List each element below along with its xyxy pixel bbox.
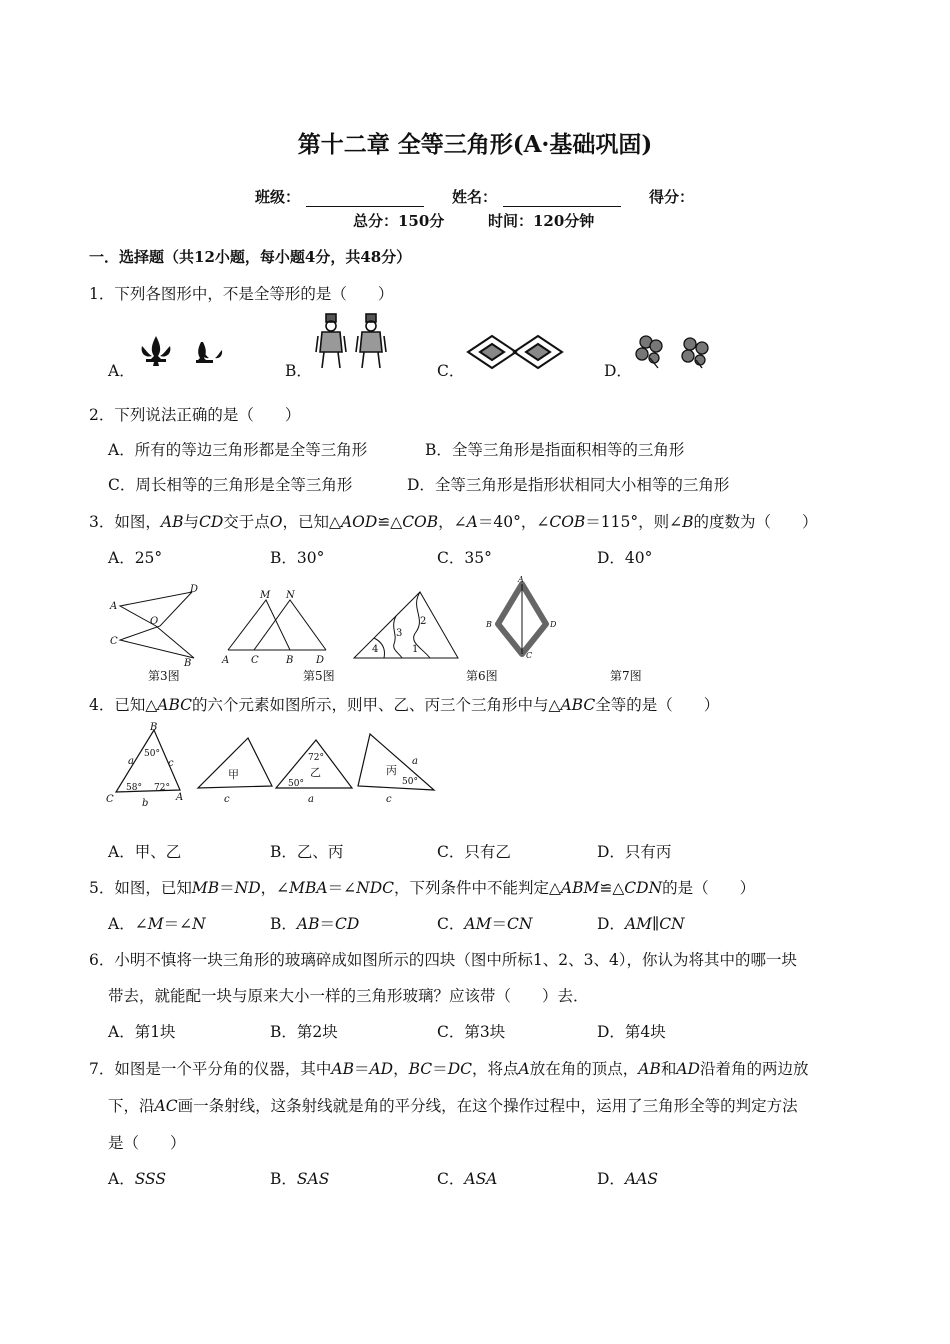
question-6-line1: 6．小明不慎将一块三角形的玻璃碎成如图所示的四块（图中所标1、2、3、4），你认为将其中的哪一块: [89, 951, 798, 969]
fig3-label-a: A: [110, 601, 118, 612]
page-title: 第十二章 全等三角形(A·基础巩固): [297, 131, 653, 158]
fig5-label-n: N: [286, 590, 295, 601]
q1-option-a[interactable]: A．: [108, 362, 135, 380]
svg-text:58°: 58°: [126, 783, 142, 793]
question-3-stem: 3．如图，AB与CD交于点O，已知△AOD≌△COB，∠A＝40°，∠COB＝115°，则∠B的度数为（ ）: [89, 513, 818, 531]
fig7-label-d: D: [550, 620, 557, 629]
q1-option-d[interactable]: D．: [604, 362, 632, 380]
fig3-label-b: B: [184, 658, 192, 669]
name-field[interactable]: [503, 190, 621, 207]
fig5-label-d: D: [316, 655, 325, 666]
svg-text:B: B: [150, 722, 158, 733]
triangle-yi: [272, 734, 356, 804]
q3-option-b[interactable]: B．30°: [270, 549, 325, 567]
fig7-label-b: B: [486, 620, 492, 629]
score-label: 得分：: [649, 188, 695, 206]
svg-text:72°: 72°: [308, 753, 324, 763]
q1-option-c[interactable]: C．: [437, 362, 465, 380]
triangle-jia: [192, 734, 276, 804]
q2-option-a[interactable]: A．所有的等边三角形都是全等三角形: [108, 441, 368, 459]
fig7-label-a: A: [518, 575, 524, 584]
q5-option-c[interactable]: C．AM＝CN: [437, 915, 533, 933]
fig3-label-c: C: [110, 636, 118, 647]
q3-option-c[interactable]: C．35°: [437, 549, 492, 567]
figure-5: [220, 588, 336, 666]
q4-option-b[interactable]: B．乙、丙: [270, 843, 344, 861]
q7-option-a[interactable]: A．SSS: [108, 1170, 167, 1188]
fig6-label-4: 4: [372, 644, 379, 655]
fig7-label-c: C: [526, 651, 533, 660]
q4-option-a[interactable]: A．甲、乙: [108, 843, 182, 861]
svg-text:50°: 50°: [144, 749, 160, 759]
svg-text:50°: 50°: [402, 777, 418, 787]
question-7-line3: 是（ ）: [108, 1134, 186, 1152]
question-5-stem: 5．如图，已知MB＝ND，∠MBA＝∠NDC，下列条件中不能判定△ABM≌△CDN的是（ ）: [89, 879, 756, 897]
question-4-stem: 4．已知△ABC的六个元素如图所示，则甲、乙、丙三个三角形中与△ABC全等的是（ ）: [89, 696, 720, 714]
caption-fig5: 第5图: [303, 669, 335, 683]
fig3-label-o: O: [150, 616, 159, 627]
diamond-figures: [466, 334, 566, 370]
q6-option-d[interactable]: D．第4块: [597, 1023, 666, 1041]
fig5-label-c: C: [251, 655, 259, 666]
svg-text:a: a: [128, 756, 134, 767]
q5-option-d[interactable]: D．AM∥CN: [597, 915, 685, 933]
svg-text:C: C: [106, 794, 114, 805]
question-2-stem: 2．下列说法正确的是（ ）: [89, 406, 301, 424]
q4-option-c[interactable]: C．只有乙: [437, 843, 511, 861]
svg-text:50°: 50°: [288, 779, 304, 789]
figure-6: [350, 588, 462, 662]
q7-option-b[interactable]: B．SAS: [270, 1170, 330, 1188]
q1-option-b[interactable]: B．: [285, 362, 312, 380]
q5-option-b[interactable]: B．AB＝CD: [270, 915, 360, 933]
q2-option-b[interactable]: B．全等三角形是指面积相等的三角形: [425, 441, 685, 459]
caption-fig7: 第7图: [610, 669, 642, 683]
exam-time: 时间：120分钟: [488, 212, 595, 230]
fig5-label-a: A: [222, 655, 230, 666]
leaf-figures: [632, 332, 724, 370]
q3-option-a[interactable]: A．25°: [108, 549, 163, 567]
fig6-label-1: 1: [412, 644, 419, 655]
q3-option-d[interactable]: D．40°: [597, 549, 653, 567]
fig6-label-3: 3: [396, 628, 403, 639]
section-heading: 一．选择题（共12小题，每小题4分，共48分）: [89, 248, 412, 266]
figure-7: [484, 576, 562, 662]
svg-text:A: A: [176, 792, 184, 803]
question-1-stem: 1．下列各图形中，不是全等形的是（ ）: [89, 285, 394, 303]
caption-fig3: 第3图: [148, 669, 180, 683]
q6-option-c[interactable]: C．第3块: [437, 1023, 506, 1041]
q7-option-c[interactable]: C．ASA: [437, 1170, 498, 1188]
triangle-bing: [356, 730, 440, 806]
total-score: 总分：150分: [353, 212, 445, 230]
svg-text:甲: 甲: [228, 768, 239, 781]
class-field[interactable]: [306, 190, 424, 207]
q7-option-d[interactable]: D．AAS: [597, 1170, 658, 1188]
q6-option-b[interactable]: B．第2块: [270, 1023, 338, 1041]
svg-text:b: b: [142, 798, 149, 809]
svg-text:乙: 乙: [310, 766, 321, 779]
svg-text:c: c: [386, 794, 392, 805]
q5-option-a[interactable]: A．∠M＝∠N: [108, 915, 206, 933]
svg-text:c: c: [224, 794, 230, 805]
q2-option-d[interactable]: D．全等三角形是指形状相同大小相等的三角形: [407, 476, 730, 494]
q2-option-c[interactable]: C．周长相等的三角形是全等三角形: [108, 476, 353, 494]
class-label: 班级：: [255, 188, 301, 206]
fleur-de-lis-figure: [138, 332, 238, 372]
q6-option-a[interactable]: A．第1块: [108, 1023, 176, 1041]
triangle-abc: [104, 720, 188, 812]
svg-text:c: c: [168, 758, 174, 769]
svg-text:a: a: [412, 756, 418, 767]
question-7-line1: 7．如图是一个平分角的仪器，其中AB＝AD，BC＝DC，将点A放在角的顶点，AB和AD沿着角的两边放: [89, 1060, 809, 1078]
name-label: 姓名：: [452, 188, 498, 206]
question-6-line2: 带去，就能配一块与原来大小一样的三角形玻璃？应该带（ ）去．: [108, 987, 589, 1005]
q4-option-d[interactable]: D．只有丙: [597, 843, 672, 861]
fig5-label-b: B: [286, 655, 294, 666]
question-7-line2: 下，沿AC画一条射线，这条射线就是角的平分线，在这个操作过程中，运用了三角形全等的判定方法: [108, 1097, 798, 1115]
svg-text:72°: 72°: [154, 783, 170, 793]
fig5-label-m: M: [260, 590, 271, 601]
fig3-label-d: D: [190, 584, 199, 595]
caption-fig6: 第6图: [466, 669, 498, 683]
student-info-row: [255, 186, 694, 207]
svg-text:a: a: [308, 794, 314, 805]
svg-text:丙: 丙: [386, 764, 397, 777]
figure-3: [108, 582, 208, 669]
soldier-figures: [314, 312, 398, 370]
fig6-label-2: 2: [420, 616, 427, 627]
